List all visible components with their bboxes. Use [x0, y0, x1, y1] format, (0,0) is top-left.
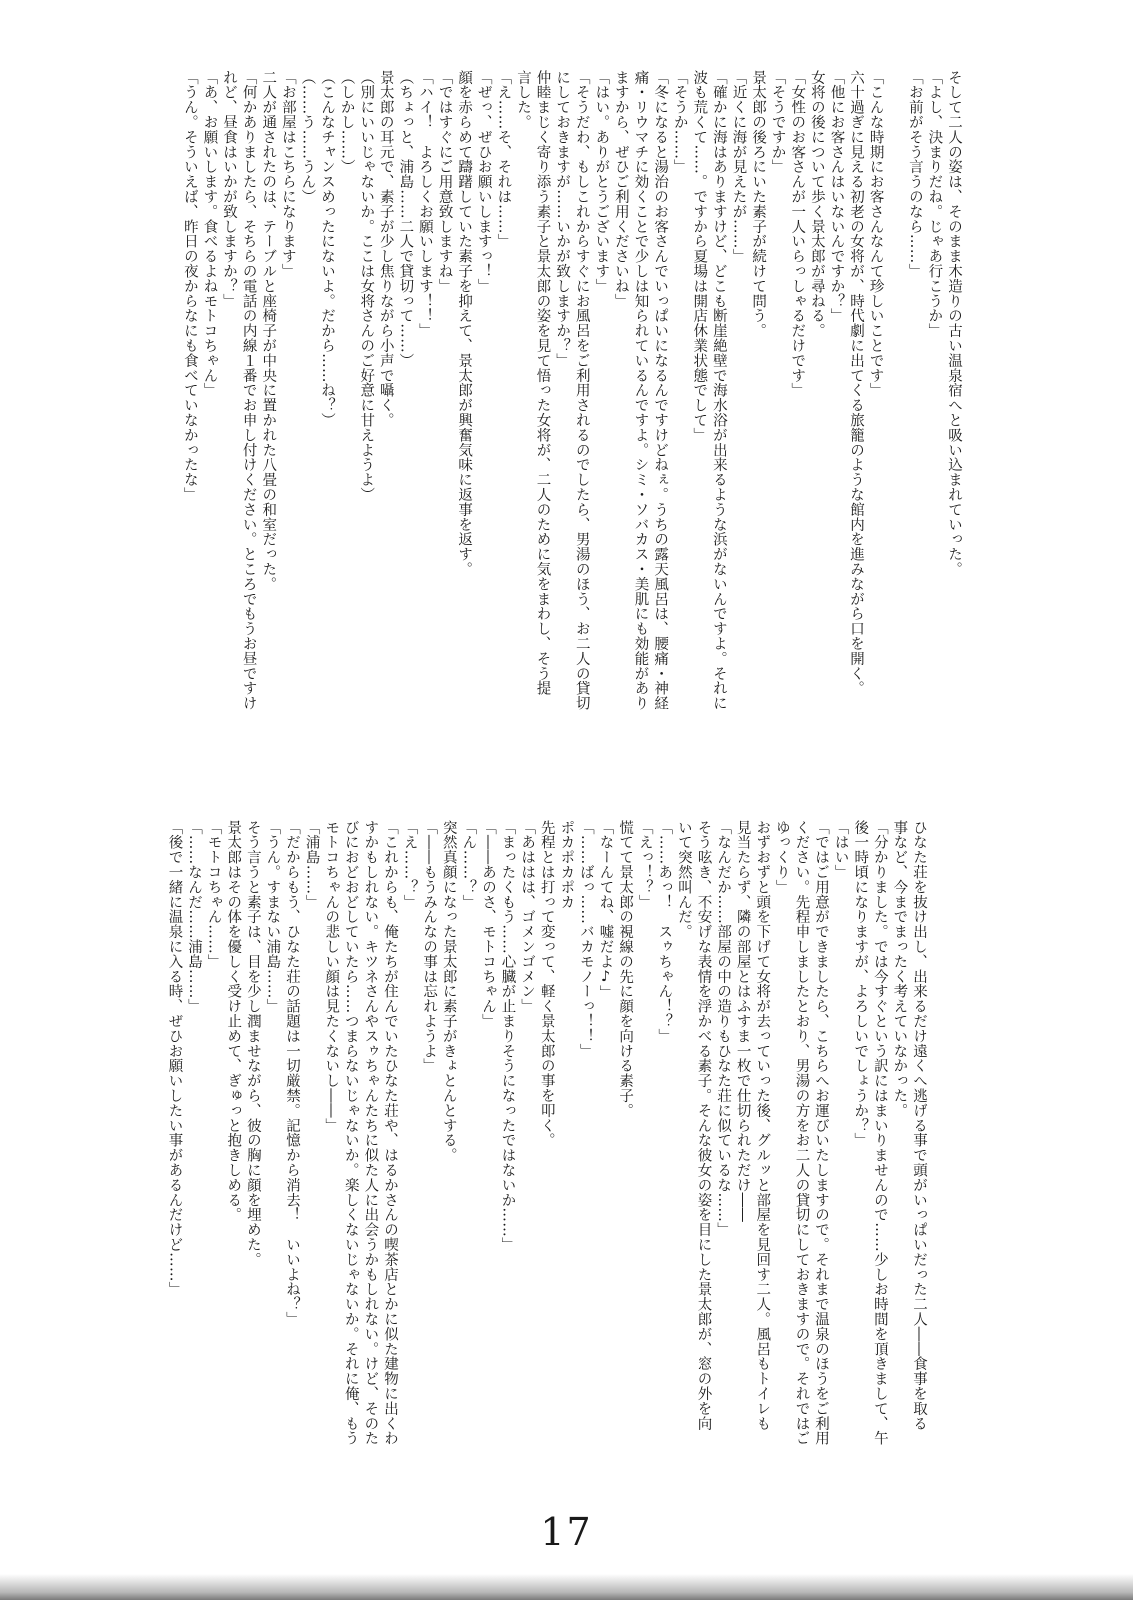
- text-line: 「これからも、俺たちが住んでいたひなた荘や、はるかさんの喫茶店とかに似た建物に出くわ: [381, 820, 398, 1446]
- text-line: 「分かりました。では今すぐという訳にはまいりませんので……少しお時間を頂きまして、午: [871, 820, 888, 1446]
- text-line: 「――あのさ、モトコちゃん」: [479, 820, 496, 1029]
- text-line: 「あははは、ゴメンゴメン」: [519, 820, 536, 1014]
- text-line: 景太郎の耳元で、素子が少し焦りながら小声で囁く。: [377, 70, 394, 428]
- text-line: 「何かありましたら、そちらの電話の内線１番でお申し付けください。ところでもうお昼ですけ: [240, 70, 257, 711]
- text-line: おずおずと頭を下げて女将が去っていった後、グルッと部屋を見回す二人。風呂もトイレも: [754, 820, 771, 1431]
- text-line: 「お部屋はこちらになります」: [279, 70, 296, 279]
- text-line: 六十過ぎに見える初老の女将が、時代劇に出てくる旅籠のような館内を進みながら口を開く。: [848, 70, 865, 696]
- text-line: ポカポカポカ: [558, 820, 575, 910]
- scan-shadow: [0, 1574, 1133, 1600]
- text-line: 「確かに海はありますけど、どこも断崖絶壁で海水浴が出来るような浜がないんですよ。それに: [710, 70, 727, 711]
- text-line: [885, 70, 905, 770]
- text-line: 慌てて景太郎の視線の先に顔を向ける素子。: [617, 820, 634, 1118]
- text-line: 「こんな時期にお客さんなんて珍しいことです」: [867, 70, 884, 398]
- text-line: 突然真顔になった景太郎に素子がきょとんとする。: [440, 820, 457, 1163]
- text-line: 二人が通されたのは、テーブルと座椅子が中央に置かれた八畳の和室だった。: [260, 70, 277, 592]
- text-line: 「近くに海が見えたが……」: [730, 70, 747, 264]
- text-line: 「そうか……」: [671, 70, 688, 175]
- text-line: ゆっくり」: [773, 820, 790, 895]
- text-line: 「ん……？」: [460, 820, 477, 910]
- text-line: れど、昼食はいかが致しますか？」: [221, 70, 238, 309]
- text-line: 「他にお客さんはいないんですか？」: [828, 70, 845, 324]
- text-line: 「お前がそう言うのなら……」: [906, 70, 923, 279]
- text-line: そう呟き、不安げな表情を浮かべる素子。そんな彼女の姿を目にした景太郎が、窓の外を向: [695, 820, 712, 1431]
- text-line: 「あ、お願いします。食べるよねモトコちゃん」: [201, 70, 218, 398]
- text-line: 「なんだか……部屋の中の造りもひなた荘に似ているな……」: [715, 820, 732, 1238]
- text-block-lower: [166, 820, 928, 1470]
- text-line: （こんなチャンスめったにないよ。だから……ね？）: [319, 70, 335, 428]
- text-line: 事など、今までまったく考えていなかった。: [891, 820, 908, 1118]
- text-line: （ちょっと、浦島……二人で貸切って……）: [397, 70, 414, 368]
- text-line: 顔を赤らめて躊躇していた素子を抑えて、景太郎が興奮気味に返事を返す。: [456, 70, 473, 577]
- text-line: 「後で一緒に温泉に入る時、ぜひお願いしたい事があるんだけど……」: [166, 820, 183, 1297]
- text-line: 「女性のお客さんが一人いらっしゃるだけです」: [789, 70, 806, 398]
- text-line: そして二人の姿は、そのまま木造りの古い温泉宿へと吸い込まれていった。: [946, 70, 962, 577]
- text-line: モトコちゃんの悲しい顔は見たくないし――」: [323, 820, 340, 1133]
- text-line: 「うん。そういえば、昨日の夜からなにも食べていなかったな」: [181, 70, 198, 503]
- page-number: 17: [540, 1510, 593, 1554]
- text-line: 「え……そ、それは……」: [495, 70, 512, 249]
- text-line: （しかし……）: [338, 70, 355, 175]
- text-line: 「ハイ！ よろしくお願いします！！」: [416, 70, 433, 339]
- text-line: 「うん。すまない浦島……」: [264, 820, 281, 1014]
- text-line: 「ではすぐにご用意致しますね」: [436, 70, 453, 294]
- text-line: 「そうだわ、もしこれからすぐにお風呂をご利用されるのでしたら、男湯のほう、お二人の貸切: [573, 70, 590, 711]
- text-line: 言した。: [514, 70, 531, 130]
- text-line: 「――もうみんなの事は忘れようよ」: [421, 820, 438, 1074]
- text-line: にしておきますが……いかが致しますか？」: [554, 70, 571, 368]
- text-line: 「なーんてね、嘘だよ♪」: [597, 820, 614, 1001]
- text-line: 「はい」: [832, 820, 849, 880]
- text-line: （……う……うん）: [299, 70, 316, 205]
- text-line: 仲睦まじく寄り添う素子と景太郎の姿を見て悟った女将が、二人のために気をまわし、そう提: [534, 70, 551, 696]
- text-line: ますから、ぜひご利用くださいね」: [612, 70, 629, 309]
- text-line: 女将の後について歩く景太郎が尋ねる。: [808, 70, 825, 339]
- text-line: 「ではご用意ができましたら、こちらへお運びいたしますので。それまで温泉のほうをご利用: [813, 820, 830, 1446]
- text-line: 「だからもう、ひなた荘の話題は一切厳禁。記憶から消去！ いいよね？」: [284, 820, 300, 1327]
- text-line: （別にいいじゃないか。ここは女将さんのご好意に甘えようよ）: [358, 70, 375, 503]
- text-line: 「……なんだ……浦島……」: [186, 820, 203, 1014]
- text-line: 「……あっ！ スゥちゃん！？」: [656, 820, 673, 1044]
- text-line: 先程とは打って変って、軽く景太郎の事を叩く。: [538, 820, 555, 1148]
- text-line: 景太郎はその体を優しく受け止めて、ぎゅっと抱きしめる。: [225, 820, 242, 1223]
- text-line: 「そうですか」: [769, 70, 786, 175]
- text-line: 見当たらず、隣の部屋とはふすま一枚で仕切られただけ――: [734, 820, 751, 1223]
- text-line: びにおどおどしていたら……つまらないじゃないか。楽しくないじゃないか。それに俺、もう: [342, 820, 359, 1446]
- text-line: 「浦島……」: [303, 820, 320, 910]
- text-line: いて突然叫んだ。: [675, 820, 692, 940]
- text-line: ください。先程申しましたとおり、男湯の方をお二人の貸切にしておきますので。それではご: [793, 820, 810, 1446]
- text-line: 「よし、決まりだね。じゃあ行こうか」: [926, 70, 943, 339]
- text-line: 「えっ！？」: [636, 820, 653, 910]
- text-line: 痛・リウマチに効くことで少しは知られているんですよ。シミ・ソバカス・美肌にも効能があり: [632, 70, 649, 711]
- text-line: 後一時頃になりますが、よろしいでしょうか？」: [852, 820, 869, 1148]
- text-line: 波も荒くて……。ですから夏場は開店休業状態でして」: [691, 70, 708, 443]
- text-line: 「……ばっ……バカモノーっ！！」: [577, 820, 594, 1059]
- text-line: そう言うと素子は、目を少し潤ませながら、彼の胸に顔を埋めた。: [244, 820, 261, 1267]
- text-line: 「はい。ありがとうございます」: [593, 70, 610, 294]
- text-line: すかもしれない。キツネさんやスゥちゃんたちに似た人に出会うかもしれない。けど、そのた: [362, 820, 379, 1446]
- text-line: 「まったくもう……心臓が止まりそうになったではないか……」: [499, 820, 516, 1253]
- text-line: 「え……？」: [401, 820, 418, 910]
- text-line: 「モトコちゃん……」: [205, 820, 222, 969]
- text-line: 景太郎の後ろにいた素子が続けて問う。: [750, 70, 767, 339]
- text-line: 「冬になると湯治のお客さんでいっぱいになるんですけどねぇ。うちの露天風呂は、腰痛・神経: [652, 70, 669, 711]
- text-block-upper: [80, 70, 963, 770]
- text-line: ひなた荘を抜け出し、出来るだけ遠くへ逃げる事で頭がいっぱいだった二人――食事を取る: [911, 820, 927, 1431]
- text-line: 「ぜっ、ぜひお願いしますっ！」: [475, 70, 492, 294]
